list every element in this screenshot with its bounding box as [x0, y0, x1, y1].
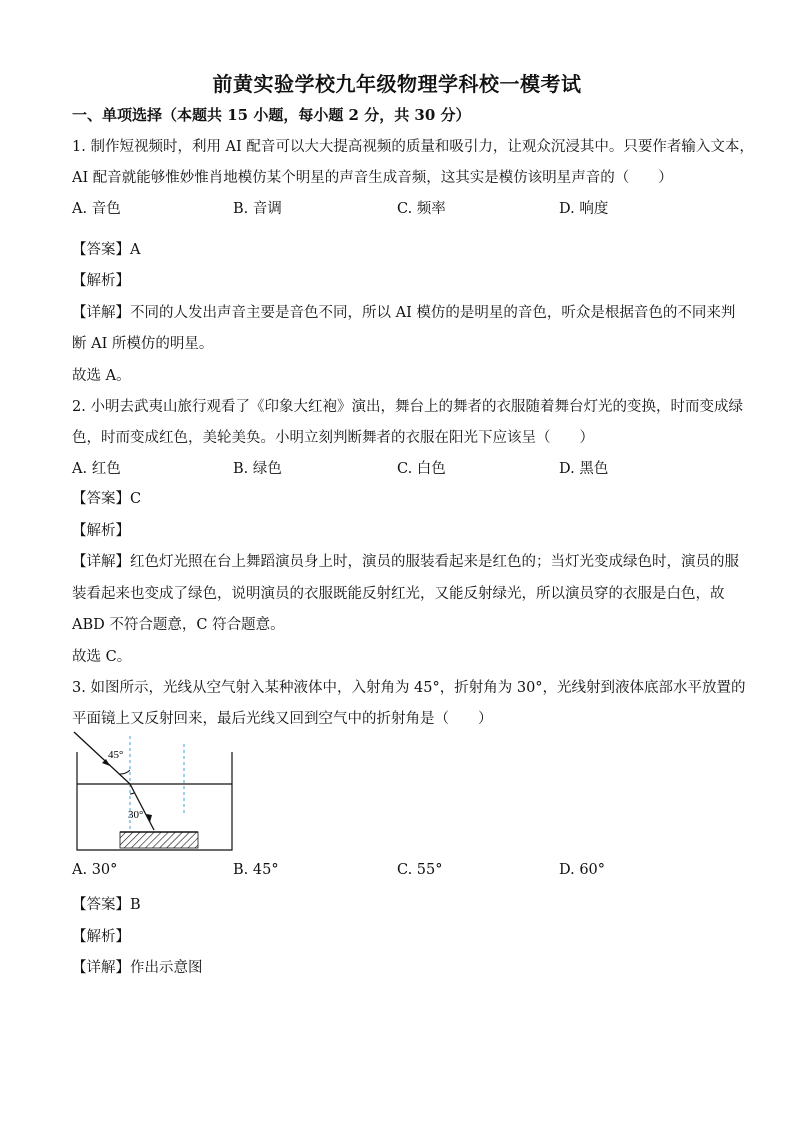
q2-detail-line-3: ABD 不符合题意，C 符合题意。 — [72, 617, 285, 633]
q1-option-c: C. 频率 — [397, 201, 446, 217]
refracted-angle-arc — [130, 793, 134, 794]
incident-angle-arc — [119, 770, 130, 774]
refraction-figure — [72, 730, 242, 856]
q3-option-c: C. 55° — [397, 862, 443, 878]
q1-stem-line-1: 1. 制作短视频时，利用 AI 配音可以大大提高视频的质量和吸引力，让观众沉浸其中。只要作者输入文本， — [72, 139, 754, 155]
q3-stem-line-1: 3. 如图所示，光线从空气射入某种液体中，入射角为 45°，折射角为 30°，光线射到液体底部水平放置的 — [72, 680, 746, 696]
q1-conclusion: 故选 A。 — [72, 368, 131, 384]
q1-detail-line-2: 断 AI 所模仿的明星。 — [72, 336, 214, 352]
refracted-ray — [130, 784, 154, 830]
q2-analysis-label: 【解析】 — [72, 523, 130, 539]
q1-answer: 【答案】A — [72, 242, 141, 258]
q3-detail-line-1: 【详解】作出示意图 — [72, 960, 203, 976]
exam-title: 前黄实验学校九年级物理学科校一模考试 — [212, 72, 582, 96]
q3-option-d: D. 60° — [559, 862, 606, 878]
q3-stem-line-2: 平面镜上又反射回来，最后光线又回到空气中的折射角是（ ） — [72, 711, 493, 727]
incident-angle-label: 45° — [108, 749, 124, 761]
q1-detail-line-1: 【详解】不同的人发出声音主要是音色不同，所以 AI 模仿的是明星的音色，听众是根据音色的不同来判 — [72, 305, 736, 321]
q2-stem-line-1: 2. 小明去武夷山旅行观看了《印象大红袍》演出，舞台上的舞者的衣服随着舞台灯光的变换，时而变成绿 — [72, 399, 743, 415]
q1-option-b: B. 音调 — [233, 201, 282, 217]
refracted-angle-label: 30° — [128, 809, 144, 821]
q2-answer: 【答案】C — [72, 491, 142, 507]
q1-analysis-label: 【解析】 — [72, 273, 130, 289]
q2-conclusion: 故选 C。 — [72, 649, 132, 665]
q2-option-d: D. 黑色 — [559, 461, 609, 477]
q2-option-c: C. 白色 — [397, 461, 446, 477]
section-heading: 一、单项选择（本题共 15 小题，每小题 2 分，共 30 分） — [72, 106, 471, 124]
q3-answer: 【答案】B — [72, 897, 141, 913]
q3-option-a: A. 30° — [72, 862, 118, 878]
q2-option-b: B. 绿色 — [233, 461, 282, 477]
q2-detail-line-1: 【详解】红色灯光照在台上舞蹈演员身上时，演员的服装看起来是红色的；当灯光变成绿色时，演员的服 — [72, 554, 739, 570]
q2-option-a: A. 红色 — [72, 461, 121, 477]
q3-analysis-label: 【解析】 — [72, 929, 130, 945]
plane-mirror — [120, 832, 198, 848]
q1-stem-line-2: AI 配音就能够惟妙惟肖地模仿某个明星的声音生成音频，这其实是模仿该明星声音的（ ） — [72, 170, 673, 186]
q1-option-a: A. 音色 — [72, 201, 121, 217]
refraction-diagram — [72, 730, 242, 856]
q2-stem-line-2: 色，时而变成红色，美轮美奂。小明立刻判断舞者的衣服在阳光下应该呈（ ） — [72, 430, 594, 446]
q1-option-d: D. 响度 — [559, 201, 609, 217]
q3-option-b: B. 45° — [233, 862, 279, 878]
q2-detail-line-2: 装看起来也变成了绿色，说明演员的衣服既能反射红光，又能反射绿光，所以演员穿的衣服是白色，故 — [72, 586, 725, 602]
